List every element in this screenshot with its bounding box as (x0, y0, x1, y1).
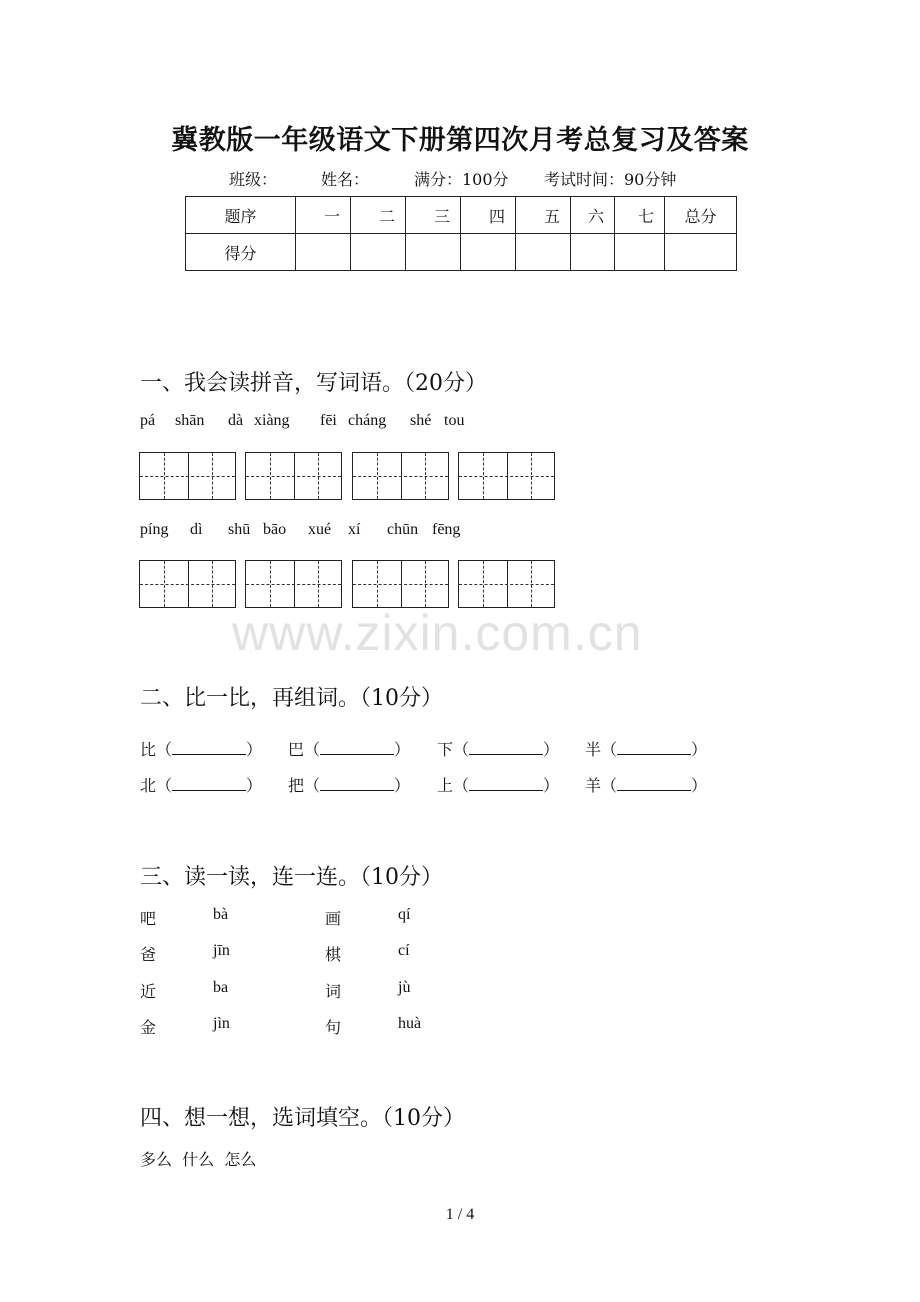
compare-item (140, 737, 262, 760)
answer-blank[interactable] (320, 740, 394, 755)
match-pinyin[interactable]: huà (398, 1015, 422, 1032)
score-table (185, 196, 737, 271)
section-3-heading: 三、读一读，连一连。（10分） (140, 865, 443, 890)
open-paren: （ (601, 740, 618, 759)
document-title: 冀教版一年级语文下册第四次月考总复习及答案 (171, 125, 749, 156)
writing-box[interactable] (245, 452, 342, 500)
pinyin: shū (228, 521, 251, 538)
pinyin: xiàng (254, 412, 290, 429)
header-cell: 七 (615, 197, 665, 234)
compare-char: 比 (140, 740, 157, 759)
score-table-score-row (186, 234, 737, 271)
compare-char: 半 (585, 740, 602, 759)
writing-box[interactable] (245, 560, 342, 608)
close-paren: ） (691, 776, 708, 795)
open-paren: （ (601, 776, 618, 795)
header-cell: 六 (571, 197, 615, 234)
class-label: 班级： (229, 170, 278, 189)
pinyin: shé (410, 412, 432, 429)
match-char[interactable]: 近 (140, 982, 157, 1001)
match-char[interactable]: 画 (325, 909, 342, 928)
pinyin: shān (175, 412, 205, 429)
header-cell: 总分 (665, 197, 737, 234)
writing-box[interactable] (458, 452, 555, 500)
match-char[interactable]: 金 (140, 1018, 157, 1037)
score-cell[interactable] (351, 234, 406, 271)
compare-item (585, 737, 707, 760)
score-cell[interactable] (516, 234, 571, 271)
match-char[interactable]: 棋 (325, 945, 342, 964)
compare-char: 上 (437, 776, 454, 795)
open-paren: （ (156, 740, 173, 759)
answer-blank[interactable] (617, 740, 691, 755)
exam-time: 考试时间：90分钟 (544, 170, 677, 189)
pinyin: xué (308, 521, 332, 538)
pinyin: cháng (348, 412, 387, 429)
score-cell[interactable] (665, 234, 737, 271)
score-table-header-row (186, 197, 737, 234)
close-paren: ） (394, 776, 411, 795)
compare-item (437, 773, 559, 796)
pinyin: xí (348, 521, 361, 538)
match-pinyin[interactable]: cí (398, 942, 410, 959)
close-paren: ） (543, 776, 560, 795)
writing-box[interactable] (352, 560, 449, 608)
answer-blank[interactable] (617, 776, 691, 791)
pinyin: dà (228, 412, 244, 429)
header-cell: 四 (461, 197, 516, 234)
pinyin: bāo (263, 521, 287, 538)
match-pinyin[interactable]: ba (213, 979, 229, 996)
open-paren: （ (453, 776, 470, 795)
header-cell: 题序 (186, 197, 296, 234)
answer-blank[interactable] (469, 740, 543, 755)
writing-box[interactable] (352, 452, 449, 500)
full-score: 满分：100分 (414, 170, 509, 189)
compare-item (140, 773, 262, 796)
score-cell[interactable] (571, 234, 615, 271)
match-pinyin[interactable]: qí (398, 906, 411, 923)
compare-item (585, 773, 707, 796)
score-cell[interactable] (461, 234, 516, 271)
pinyin: chūn (387, 521, 419, 538)
compare-item (288, 737, 410, 760)
close-paren: ） (246, 776, 263, 795)
match-pinyin[interactable]: jù (398, 979, 411, 996)
name-label: 姓名： (321, 170, 370, 189)
header-cell: 三 (406, 197, 461, 234)
pinyin: tou (444, 412, 465, 429)
close-paren: ） (246, 740, 263, 759)
score-cell[interactable] (406, 234, 461, 271)
section-2-heading: 二、比一比，再组词。（10分） (140, 686, 443, 711)
close-paren: ） (691, 740, 708, 759)
answer-blank[interactable] (172, 776, 246, 791)
open-paren: （ (453, 740, 470, 759)
pinyin: dì (190, 521, 203, 538)
open-paren: （ (304, 740, 321, 759)
answer-blank[interactable] (172, 740, 246, 755)
compare-item (288, 773, 410, 796)
match-pinyin[interactable]: bà (213, 906, 229, 923)
section-4-heading: 四、想一想，选词填空。（10分） (140, 1106, 465, 1131)
row-label-cell: 得分 (186, 234, 296, 271)
answer-blank[interactable] (469, 776, 543, 791)
open-paren: （ (304, 776, 321, 795)
match-char[interactable]: 吧 (140, 909, 157, 928)
writing-box[interactable] (139, 560, 236, 608)
match-pinyin[interactable]: jìn (213, 1015, 230, 1032)
pinyin: fēng (432, 521, 461, 538)
match-char[interactable]: 词 (325, 982, 342, 1001)
writing-box[interactable] (458, 560, 555, 608)
header-cell: 二 (351, 197, 406, 234)
score-cell[interactable] (615, 234, 665, 271)
compare-char: 把 (288, 776, 305, 795)
word-choices: 多么 什么 怎么 (140, 1150, 257, 1169)
pinyin: pá (140, 412, 156, 429)
match-char[interactable]: 爸 (140, 945, 157, 964)
pinyin: fēi (320, 412, 337, 429)
compare-char: 下 (437, 740, 454, 759)
match-pinyin[interactable]: jīn (213, 942, 230, 959)
section-1-heading: 一、我会读拼音，写词语。（20分） (140, 371, 487, 396)
page-number: 1 / 4 (445, 1206, 475, 1223)
pinyin: píng (140, 521, 169, 538)
close-paren: ） (543, 740, 560, 759)
match-char[interactable]: 句 (325, 1018, 342, 1037)
compare-char: 北 (140, 776, 157, 795)
compare-item (437, 737, 559, 760)
close-paren: ） (394, 740, 411, 759)
open-paren: （ (156, 776, 173, 795)
compare-char: 羊 (585, 776, 602, 795)
writing-box[interactable] (139, 452, 236, 500)
score-cell[interactable] (296, 234, 351, 271)
answer-blank[interactable] (320, 776, 394, 791)
watermark: www.zixin.com.cn (232, 605, 643, 661)
header-cell: 一 (296, 197, 351, 234)
header-cell: 五 (516, 197, 571, 234)
compare-char: 巴 (288, 740, 305, 759)
